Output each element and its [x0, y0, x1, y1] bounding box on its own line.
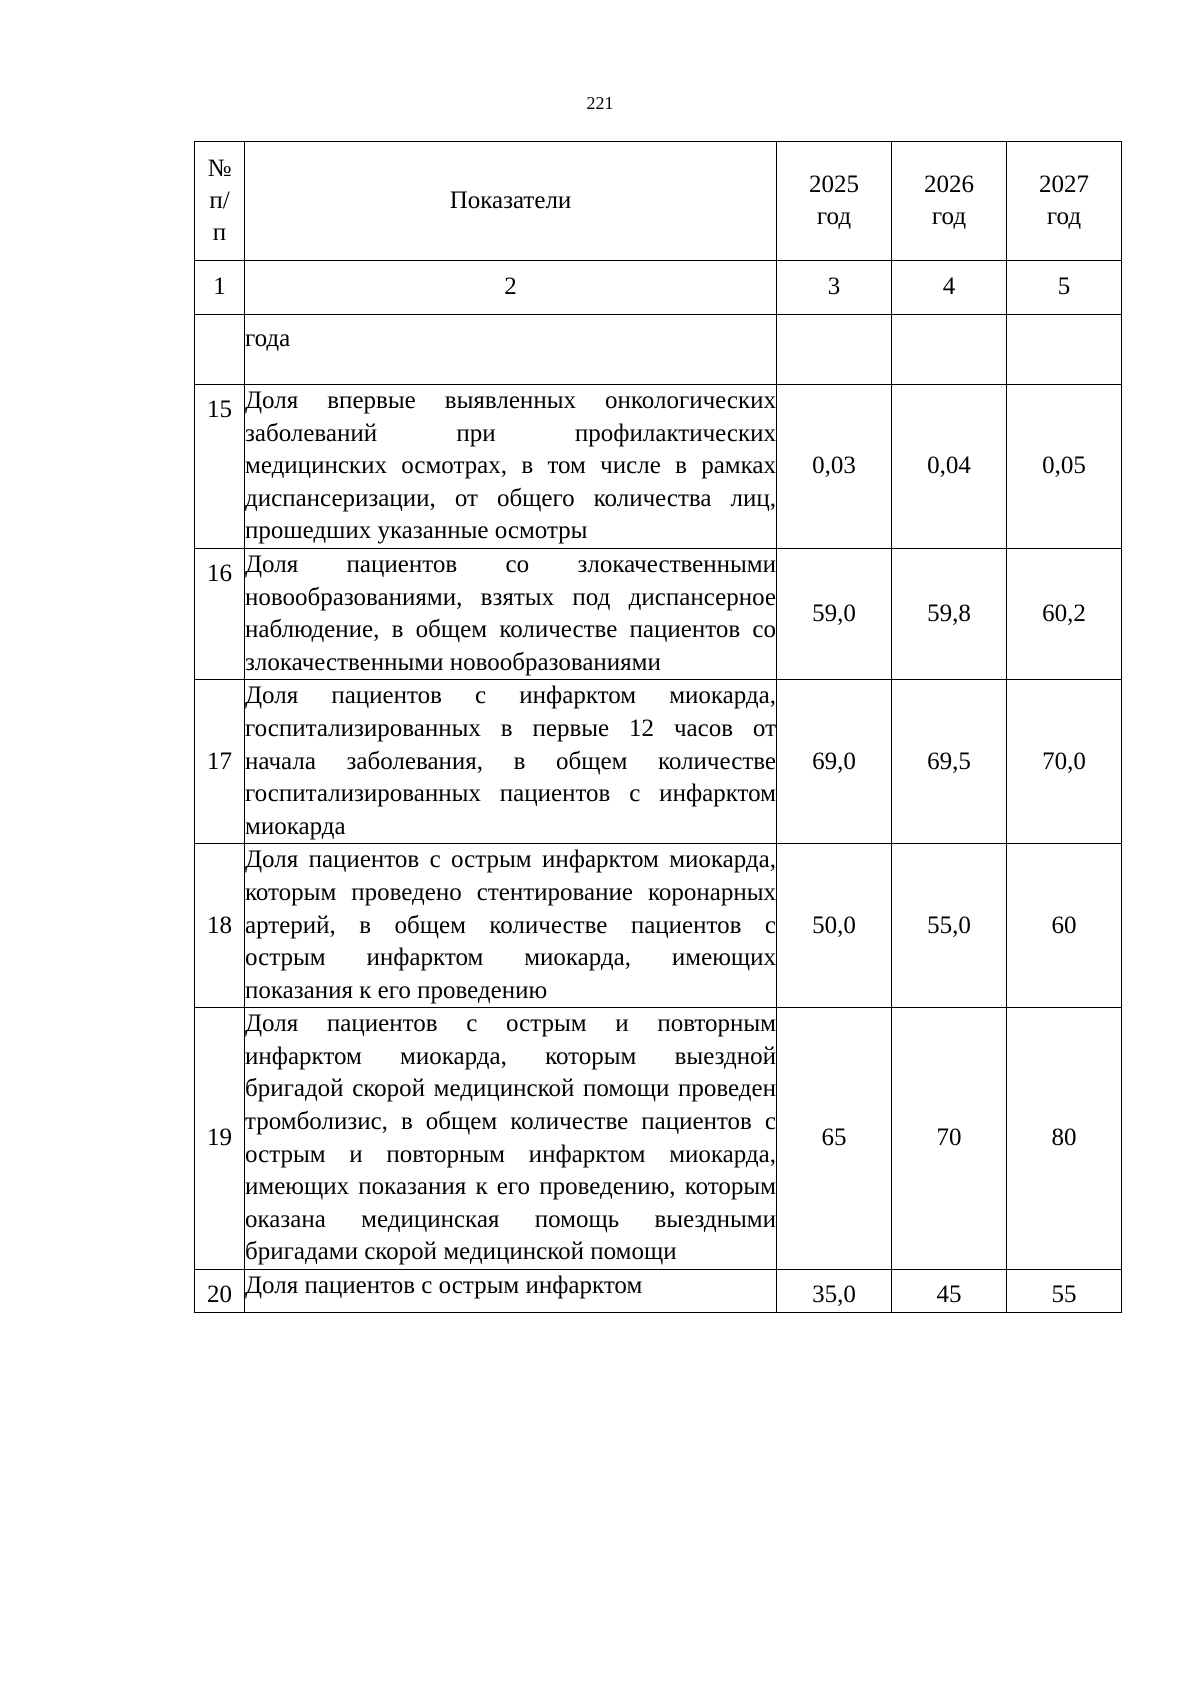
row-value-2027: 60 [1007, 844, 1122, 1008]
row-indicator-text: Доля впервые выявленных онкологических заболеваний при профилактических медицинских осмотрах, в том числе в рамках диспансеризации, от общего количества лиц, прошедших указанные осмотры [245, 385, 777, 549]
row-value-2025 [777, 315, 892, 385]
header-2026-year: 2026 [924, 171, 974, 198]
header-number-line-2: п/ [209, 187, 230, 214]
header-indicator-label: Показатели [449, 186, 572, 214]
page-number: 221 [586, 93, 614, 113]
row-value-2027: 80 [1007, 1008, 1122, 1270]
header-row [195, 142, 1122, 261]
row-value-2025: 0,03 [777, 385, 892, 549]
row-value-2026: 0,04 [892, 385, 1007, 549]
header-2025-unit: год [816, 203, 852, 230]
row-value-2027: 60,2 [1007, 548, 1122, 679]
header-indicator-cell [245, 142, 777, 261]
row-indicator-text: года [245, 315, 777, 385]
row-value-2027 [1007, 315, 1122, 385]
row-value-2027: 55 [1007, 1270, 1122, 1313]
row-indicator-text: Доля пациентов со злокачественными новообразованиями, взятых под диспансерное наблюдение, в общем количестве пациентов со злокачественными новообразованиями [245, 548, 777, 679]
row-number: 18 [195, 844, 245, 1008]
table-row-continuation [195, 315, 1122, 385]
row-number: 15 [195, 385, 245, 549]
header-number-line-1: № [207, 155, 232, 182]
table-row-15 [195, 385, 1122, 549]
column-index-3: 3 [777, 261, 892, 315]
column-index-2: 2 [245, 261, 777, 315]
column-index-4: 4 [892, 261, 1007, 315]
table-row-20 [195, 1270, 1122, 1313]
row-value-2026: 59,8 [892, 548, 1007, 679]
row-number: 20 [195, 1270, 245, 1313]
table-row-17 [195, 680, 1122, 844]
row-value-2026: 70 [892, 1008, 1007, 1270]
header-2027-year: 2027 [1039, 171, 1089, 198]
row-indicator-text: Доля пациентов с инфарктом миокарда, госпитализированных в первые 12 часов от начала заболевания, в общем количестве госпитализированных пациентов с инфарктом миокарда [245, 680, 777, 844]
row-value-2025: 59,0 [777, 548, 892, 679]
row-value-2025: 65 [777, 1008, 892, 1270]
column-index-5: 5 [1007, 261, 1122, 315]
header-number-cell [195, 142, 245, 261]
row-value-2026: 69,5 [892, 680, 1007, 844]
row-value-2027: 70,0 [1007, 680, 1122, 844]
row-value-2025: 35,0 [777, 1270, 892, 1313]
row-number [195, 315, 245, 385]
table-row-18 [195, 844, 1122, 1008]
row-indicator-text: Доля пациентов с острым инфарктом [245, 1270, 777, 1313]
table-row-16 [195, 548, 1122, 679]
row-indicator-text: Доля пациентов с острым инфарктом миокарда, которым проведено стентирование коронарных артерий, в общем количестве пациентов с острым инфарктом миокарда, имеющих показания к его проведению [245, 844, 777, 1008]
header-2025-cell [777, 142, 892, 261]
header-2025-year: 2025 [809, 171, 859, 198]
column-index-row [195, 261, 1122, 315]
row-number: 17 [195, 680, 245, 844]
row-indicator-text: Доля пациентов с острым и повторным инфарктом миокарда, которым выездной бригадой скорой медицинской помощи проведен тромболизис, в общем количестве пациентов с острым и повторным инфарктом миокарда, имеющих показания к его проведению, которым оказана медицинская помощь выездными бригадами скорой медицинской помощи [245, 1008, 777, 1270]
header-2026-cell [892, 142, 1007, 261]
row-number: 16 [195, 548, 245, 679]
row-number: 19 [195, 1008, 245, 1270]
column-index-1: 1 [195, 261, 245, 315]
row-value-2026: 45 [892, 1270, 1007, 1313]
header-2027-cell [1007, 142, 1122, 261]
row-value-2026: 55,0 [892, 844, 1007, 1008]
header-number-line-3: п [212, 219, 227, 246]
row-value-2025: 69,0 [777, 680, 892, 844]
header-2026-unit: год [931, 203, 967, 230]
row-value-2026 [892, 315, 1007, 385]
table-row-19 [195, 1008, 1122, 1270]
indicators-table [194, 141, 1122, 1313]
row-value-2027: 0,05 [1007, 385, 1122, 549]
row-value-2025: 50,0 [777, 844, 892, 1008]
header-2027-unit: год [1046, 203, 1082, 230]
